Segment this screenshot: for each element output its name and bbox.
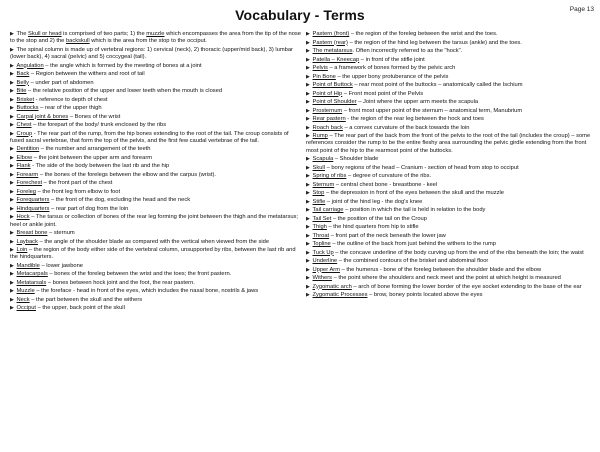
vocabulary-term: Rump: [312, 133, 328, 139]
vocabulary-definition: – the upper, back point of the skull: [36, 305, 125, 312]
vocabulary-term: Zygomatic Processes: [312, 292, 368, 298]
vocabulary-definition: – the region of the hind leg between the tarsus (ankle) and the toes.: [347, 39, 522, 46]
vocabulary-entry: [10, 71, 302, 78]
vocabulary-definition: – the region of the body either side of the vertebral column, unsupported by ribs, between the last rib and the hindquarters.: [10, 247, 296, 261]
vocabulary-definition: - The rear part of the rump, from the hip bones extending to the root of the tail. The croup consists of fused sacral vertebrae, that form the top of the pelvis, and the first few caudal vertebrae of the tail.: [10, 130, 289, 144]
arrow-bullet-icon: ▶: [306, 124, 310, 131]
vocabulary-term: Spring of ribs: [312, 173, 347, 179]
vocabulary-term: Tail carriage: [312, 207, 344, 213]
arrow-bullet-icon: ▶: [306, 82, 310, 88]
vocabulary-entry: [10, 88, 302, 95]
vocabulary-entry: [10, 214, 302, 229]
arrow-bullet-icon: ▶: [306, 56, 310, 63]
vocabulary-term: Prosternum: [312, 107, 343, 114]
vocabulary-term: muzzle: [146, 31, 165, 37]
arrow-bullet-icon: ▶: [10, 271, 14, 278]
arrow-bullet-icon: ▶: [306, 241, 310, 247]
arrow-bullet-icon: ▶: [306, 48, 310, 54]
vocabulary-entry: [10, 63, 302, 70]
arrow-bullet-icon: ▶: [306, 90, 310, 97]
arrow-bullet-icon: ▶: [10, 288, 14, 295]
vocabulary-definition: – lower jawbone: [39, 262, 83, 269]
vocabulary-term: Zygomatic arch: [312, 283, 352, 290]
vocabulary-definition: is comprised of two parts; 1) the: [61, 31, 147, 37]
vocabulary-definition: – Region between the withers and root of tail: [29, 71, 145, 77]
vocabulary-term: Skull: [312, 164, 325, 171]
vocabulary-entry: [10, 288, 302, 295]
vocabulary-term: Stifle: [312, 198, 326, 205]
vocabulary-term: Thigh: [312, 224, 327, 230]
vocabulary-term: Stop: [312, 190, 325, 196]
vocabulary-entry: [306, 216, 593, 223]
vocabulary-term: Back: [16, 71, 30, 77]
arrow-bullet-icon: ▶: [10, 163, 14, 170]
vocabulary-term: Scapula: [312, 156, 334, 162]
arrow-bullet-icon: ▶: [10, 62, 14, 69]
vocabulary-entry: [10, 297, 302, 304]
vocabulary-term: Sternum: [312, 181, 335, 188]
vocabulary-entry: [306, 182, 593, 189]
arrow-bullet-icon: ▶: [10, 205, 14, 212]
arrow-bullet-icon: ▶: [306, 283, 310, 290]
vocabulary-entry: [10, 263, 302, 270]
vocabulary-definition: – The rear part of the back from the front of the pelvis to the root of the tail (includes the croup) – some references consider the rump to be the entire fleshy area surrounding the pelvic girdle extending from the front most point of the hip to the rearmost point of the buttocks.: [306, 133, 591, 154]
arrow-bullet-icon: ▶: [306, 73, 310, 80]
vocabulary-definition: – the forepart of the body/ trunk enclosed by the ribs: [31, 122, 167, 128]
vocabulary-definition: – the front part of the chest: [42, 180, 113, 187]
arrow-bullet-icon: ▶: [10, 113, 14, 120]
vocabulary-entry: [10, 189, 302, 196]
arrow-bullet-icon: ▶: [306, 116, 310, 122]
vocabulary-entry: [10, 172, 302, 179]
arrow-bullet-icon: ▶: [10, 154, 14, 161]
arrow-bullet-icon: ▶: [306, 232, 310, 239]
vocabulary-term: Angulation: [16, 62, 44, 69]
vocabulary-entry: [10, 305, 302, 312]
vocabulary-term: Bite: [16, 88, 27, 94]
arrow-bullet-icon: ▶: [306, 190, 310, 196]
vocabulary-definition: - The side of the body between the last rib and the hip: [30, 163, 170, 170]
vocabulary-definition: – the position of the tail on the Croup: [331, 215, 427, 222]
vocabulary-definition: – the angle of the shoulder blade as compared with the vertical when viewed from the side: [37, 238, 270, 245]
vocabulary-term: Elbow: [16, 154, 33, 161]
vocabulary-entry: [306, 133, 593, 155]
vocabulary-definition: – Bones of the wrist: [68, 113, 121, 120]
arrow-bullet-icon: ▶: [10, 188, 14, 195]
vocabulary-entry: [306, 116, 593, 123]
vocabulary-entry: [10, 80, 302, 87]
vocabulary-term: Patella – Kneecap: [312, 56, 360, 63]
vocabulary-term: Loin: [16, 247, 28, 253]
vocabulary-term: Forequarters: [16, 197, 50, 204]
vocabulary-entry: [306, 224, 593, 231]
vocabulary-entry: [306, 165, 593, 172]
vocabulary-definition: – the foreface - head in front of the eyes, which includes the nasal bone, nostrils & jaws: [34, 288, 259, 295]
arrow-bullet-icon: ▶: [10, 197, 14, 204]
vocabulary-definition: – the number and arrangement of the teeth: [39, 146, 151, 153]
vocabulary-entry: [306, 156, 593, 163]
vocabulary-term: Breast bone: [16, 230, 48, 236]
vocabulary-entry: [306, 65, 593, 72]
vocabulary-definition: – rear part of dog from the loin: [49, 205, 129, 212]
vocabulary-entry: [306, 190, 593, 197]
arrow-bullet-icon: ▶: [306, 31, 310, 37]
vocabulary-definition: – sternum: [47, 230, 75, 236]
vocabulary-entry: [306, 292, 593, 299]
vocabulary-definition: - reference to depth of chest: [34, 96, 108, 103]
vocabulary-definition: – bones between hock joint and the foot, the rear pastern.: [46, 279, 195, 286]
vocabulary-term: Point of Shoulder: [312, 99, 357, 105]
vocabulary-term: Flank: [16, 163, 31, 170]
vocabulary-entry: [306, 99, 593, 106]
vocabulary-entry: [10, 206, 302, 213]
vocabulary-definition: – the angle which is formed by the meeting of bones at a joint: [43, 62, 202, 69]
arrow-bullet-icon: ▶: [306, 215, 310, 222]
arrow-bullet-icon: ▶: [10, 130, 14, 137]
arrow-bullet-icon: ▶: [306, 173, 310, 179]
vocabulary-definition: – Shoulder blade: [333, 156, 379, 162]
vocabulary-term: Tail Set: [312, 215, 332, 222]
arrow-bullet-icon: ▶: [10, 71, 14, 77]
vocabulary-entry: [10, 122, 302, 129]
vocabulary-entry: [10, 239, 302, 246]
arrow-bullet-icon: ▶: [10, 214, 14, 221]
vocabulary-definition: – rear most point of the buttocks – anatomically called the Ischium: [352, 82, 523, 88]
vocabulary-term: Croup: [16, 130, 33, 137]
arrow-bullet-icon: ▶: [306, 275, 310, 281]
vocabulary-definition: – position in which the tail is held in relation to the body: [343, 207, 486, 213]
vocabulary-definition: – a convex curvature of the back towards the loin: [342, 124, 470, 131]
vocabulary-entry: [306, 241, 593, 248]
arrow-bullet-icon: ▶: [10, 171, 14, 178]
arrow-bullet-icon: ▶: [10, 79, 14, 86]
arrow-bullet-icon: ▶: [10, 305, 14, 312]
vocabulary-term: Skull or head: [28, 31, 62, 37]
vocabulary-definition: – the bones of the forelegs between the elbow and the carpus (wrist).: [38, 171, 216, 178]
vocabulary-term: Carpal joint & bones: [16, 113, 69, 120]
vocabulary-definition: – front most upper point of the sternum – anatomical term, Manubrium: [342, 107, 523, 114]
vocabulary-term: Forearm: [16, 171, 39, 178]
vocabulary-term: Belly: [16, 79, 29, 86]
arrow-bullet-icon: ▶: [306, 181, 310, 188]
vocabulary-term: The metatarsus: [312, 48, 353, 54]
arrow-bullet-icon: ▶: [306, 99, 310, 105]
vocabulary-term: Dentition: [16, 146, 40, 153]
arrow-bullet-icon: ▶: [10, 122, 14, 128]
vocabulary-entry: [10, 163, 302, 170]
arrow-bullet-icon: ▶: [306, 258, 310, 264]
vocabulary-entry: [306, 31, 593, 38]
vocabulary-term: Muzzle: [16, 288, 35, 295]
arrow-bullet-icon: ▶: [306, 39, 310, 46]
arrow-bullet-icon: ▶: [306, 207, 310, 213]
arrow-bullet-icon: ▶: [306, 292, 310, 298]
vocabulary-entry: [306, 258, 593, 265]
arrow-bullet-icon: ▶: [10, 180, 14, 187]
vocabulary-term: Topline: [312, 241, 331, 247]
vocabulary-term: Withers: [312, 275, 332, 281]
vocabulary-term: Underline: [312, 258, 338, 264]
vocabulary-definition: – Front most point of the Pelvis: [342, 90, 424, 97]
vocabulary-entry: [306, 284, 593, 291]
vocabulary-definition: – the region of the foreleg between the wrist and the toes.: [349, 31, 498, 37]
arrow-bullet-icon: ▶: [306, 156, 310, 162]
vocabulary-term: Neck: [16, 296, 30, 303]
arrow-bullet-icon: ▶: [10, 146, 14, 153]
vocabulary-term: Occiput: [16, 305, 36, 312]
arrow-bullet-icon: ▶: [306, 198, 310, 205]
vocabulary-entry: [306, 207, 593, 214]
vocabulary-definition: . Often incorrectly referred to as the "hock".: [352, 48, 463, 54]
vocabulary-entry: [10, 105, 302, 112]
vocabulary-entry: [306, 275, 593, 282]
vocabulary-definition: – the upper bony protuberance of the pelvis: [335, 73, 449, 80]
vocabulary-term: Point of Buttock: [312, 82, 353, 88]
vocabulary-entry: [306, 91, 593, 98]
vocabulary-entry: [306, 57, 593, 64]
vocabulary-entry: [306, 48, 593, 55]
arrow-bullet-icon: ▶: [10, 230, 14, 236]
vocabulary-entry: [306, 173, 593, 180]
vocabulary-term: Mandible: [16, 262, 40, 269]
arrow-bullet-icon: ▶: [10, 279, 14, 286]
arrow-bullet-icon: ▶: [306, 107, 310, 114]
vocabulary-term: Pelvis: [312, 65, 328, 71]
vocabulary-term: Point of Hip: [312, 90, 343, 97]
vocabulary-entry: [306, 233, 593, 240]
vocabulary-column-right: [306, 31, 593, 301]
vocabulary-term: Metatarsals: [16, 279, 47, 286]
vocabulary-definition: – rear of the upper thigh: [38, 105, 102, 111]
arrow-bullet-icon: ▶: [10, 88, 14, 94]
vocabulary-entry: [306, 125, 593, 132]
vocabulary-term: Buttocks: [16, 105, 39, 111]
vocabulary-definition: which is the area from the stop to the occiput.: [89, 38, 207, 45]
vocabulary-entry: [10, 131, 302, 146]
vocabulary-entry: [10, 47, 302, 62]
arrow-bullet-icon: ▶: [10, 105, 14, 111]
vocabulary-definition: – a framework of bones formed by the pelvic arch: [327, 65, 456, 71]
vocabulary-entry: [306, 267, 593, 274]
vocabulary-definition: – the humerus - bone of the foreleg between the shoulder blade and the elbow: [339, 266, 542, 273]
vocabulary-term: Brisket: [16, 96, 35, 103]
vocabulary-term: Foreleg: [16, 188, 36, 195]
arrow-bullet-icon: ▶: [10, 46, 14, 53]
arrow-bullet-icon: ▶: [10, 96, 14, 103]
vocabulary-definition: – The tarsus or collection of bones of the rear leg forming the joint between the thigh and the metatarsus; heel or ankle joint.: [10, 214, 298, 228]
arrow-bullet-icon: ▶: [306, 224, 310, 230]
vocabulary-entry: [10, 280, 302, 287]
vocabulary-term: Throat: [312, 232, 330, 239]
arrow-bullet-icon: ▶: [306, 133, 310, 139]
vocabulary-definition: – the concave underline of the body curving up from the end of the ribs beneath the loin; the waist: [333, 249, 584, 256]
arrow-bullet-icon: ▶: [10, 31, 14, 37]
vocabulary-definition: – the front leg from elbow to foot: [36, 188, 121, 195]
vocabulary-term: Roach back: [312, 124, 343, 131]
arrow-bullet-icon: ▶: [306, 249, 310, 256]
vocabulary-term: Metacarpals: [16, 271, 48, 278]
vocabulary-entry: [306, 74, 593, 81]
vocabulary-entry: [10, 155, 302, 162]
vocabulary-definition: - the region of the rear leg between the hock and toes: [345, 116, 484, 122]
vocabulary-definition: – central chest bone - breastbone - keel: [334, 181, 438, 188]
vocabulary-definition: – the combined contours of the brisket and abdominal floor: [337, 258, 489, 264]
vocabulary-entry: [306, 40, 593, 47]
vocabulary-definition: – brow, boney points located above the eyes: [367, 292, 483, 298]
vocabulary-term: Forechest: [16, 180, 43, 187]
vocabulary-term: Pin Bone: [312, 73, 336, 80]
vocabulary-term: Pastern (front): [312, 31, 350, 37]
vocabulary-entry: [10, 197, 302, 204]
vocabulary-term: backskull: [65, 38, 90, 45]
vocabulary-entry: [10, 114, 302, 121]
vocabulary-definition: – the depression in front of the eyes between the skull and the muzzle: [324, 190, 504, 196]
vocabulary-definition: – the hind quarters from hip to stifle: [326, 224, 419, 230]
vocabulary-entry: [306, 250, 593, 257]
vocabulary-term: Layback: [16, 238, 38, 245]
vocabulary-entry: [10, 180, 302, 187]
vocabulary-definition: – under part of abdomen: [28, 79, 94, 86]
arrow-bullet-icon: ▶: [306, 266, 310, 273]
arrow-bullet-icon: ▶: [306, 164, 310, 171]
vocabulary-term: Hindquarters: [16, 205, 50, 212]
vocabulary-entry: [10, 97, 302, 104]
vocabulary-entry: [10, 31, 302, 46]
vocabulary-term: Hock: [16, 214, 30, 221]
vocabulary-entry: [10, 271, 302, 278]
vocabulary-entry: [10, 146, 302, 153]
vocabulary-term: Rear pastern: [312, 116, 346, 122]
arrow-bullet-icon: ▶: [10, 238, 14, 245]
vocabulary-definition: – in front of the stifle joint: [359, 56, 425, 63]
vocabulary-entry: [306, 82, 593, 89]
vocabulary-definition: which encompasses the area from the tip of the nose to the stop and 2) the: [10, 31, 301, 45]
vocabulary-definition: – bony regions of the head – Cranium - section of head from stop to occiput: [324, 164, 519, 171]
vocabulary-definition: – the outline of the back from just behind the withers to the rump: [330, 241, 496, 247]
vocabulary-definition: The spinal column is made up of vertebral regions: 1) cervical (neck), 2) thoracic (upper/mid back), 3) lumbar (lower back), 4) sacral (pelvic) and 5) coccygeal (tail).: [10, 46, 293, 60]
page-title: Vocabulary - Terms: [235, 7, 365, 23]
vocabulary-entry: [306, 199, 593, 206]
vocabulary-term: Tuck Up: [312, 249, 334, 256]
arrow-bullet-icon: ▶: [10, 262, 14, 269]
vocabulary-entry: [306, 108, 593, 115]
vocabulary-definition: – degree of curvature of the ribs.: [346, 173, 432, 179]
vocabulary-definition: The: [16, 31, 29, 37]
arrow-bullet-icon: ▶: [10, 296, 14, 303]
vocabulary-entry: [10, 230, 302, 237]
arrow-bullet-icon: ▶: [10, 247, 14, 253]
vocabulary-term: Pastern (rear): [312, 39, 348, 46]
vocabulary-definition: – the point where the shoulders and neck meet and the point at which height is measured: [332, 275, 561, 281]
vocabulary-definition: – front part of the neck beneath the lower jaw: [329, 232, 446, 239]
vocabulary-definition: – the joint between the upper arm and forearm: [32, 154, 153, 161]
vocabulary-definition: – the relative position of the upper and lower teeth when the mouth is closed: [26, 88, 223, 94]
vocabulary-definition: – joint of the hind leg - the dog's knee: [325, 198, 423, 205]
vocabulary-entry: [10, 247, 302, 262]
vocabulary-column-left: [10, 31, 302, 314]
vocabulary-definition: – the front of the dog, excluding the head and the neck: [49, 197, 191, 204]
page-number: Page 13: [569, 6, 594, 13]
vocabulary-definition: – bones of the foreleg between the wrist and the toes; the front pastern.: [47, 271, 232, 278]
vocabulary-definition: – the part between the skull and the withers: [29, 296, 143, 303]
vocabulary-term: Upper Arm: [312, 266, 340, 273]
arrow-bullet-icon: ▶: [306, 65, 310, 71]
vocabulary-term: Chest: [16, 122, 32, 128]
vocabulary-definition: – Joint where the upper arm meets the scapula: [356, 99, 479, 105]
vocabulary-definition: – arch of bone forming the lower border of the eye socket extending to the base of the ear: [351, 283, 582, 290]
